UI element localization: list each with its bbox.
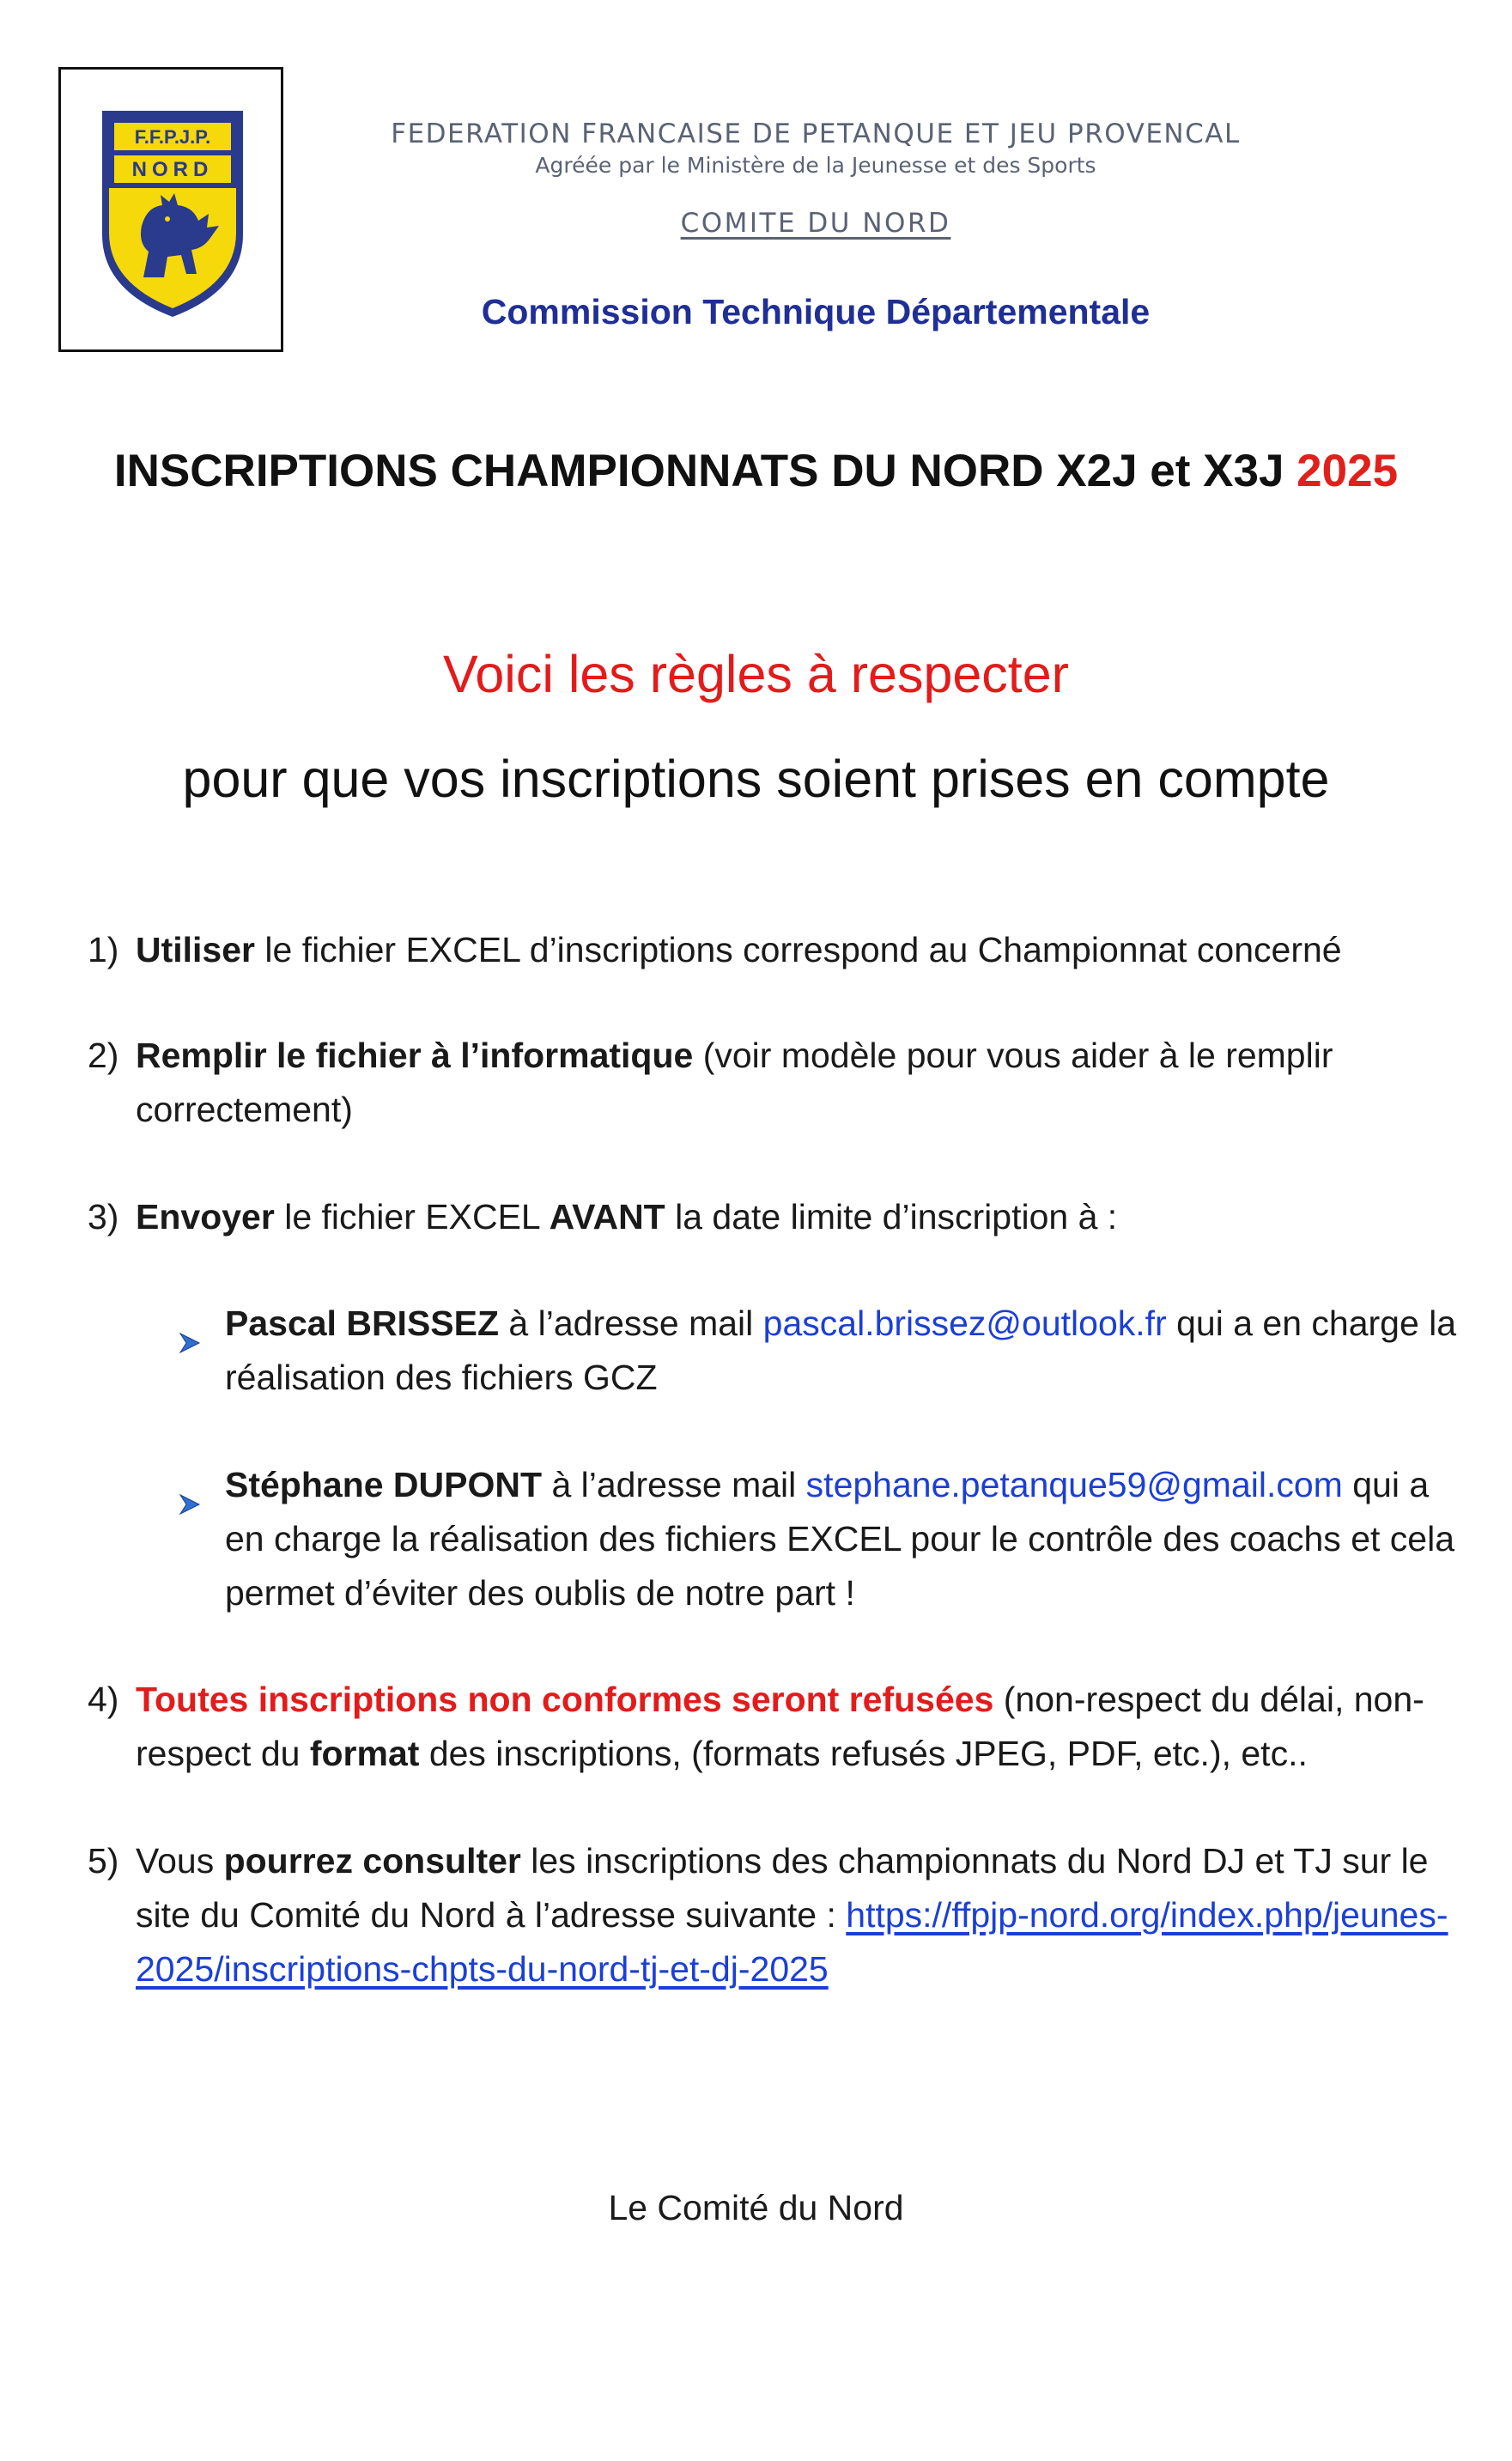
- agreement-line: Agréée par le Ministère de la Jeunesse et des Sports: [535, 153, 1096, 178]
- intro-line-1: Voici les règles à respecter: [443, 645, 1069, 703]
- page-title: [0, 445, 1512, 497]
- rule-number: 3): [88, 1197, 119, 1237]
- rule-bold: Envoyer: [136, 1197, 275, 1237]
- rule-text-end: des inscriptions, (formats refusés JPEG, PDF, etc.), etc..: [419, 1734, 1308, 1773]
- rule-bold: Utiliser: [136, 930, 255, 969]
- committee-name: COMITE DU NORD: [680, 208, 951, 239]
- rule-number: 1): [88, 930, 119, 969]
- contact-name: Pascal BRISSEZ: [225, 1303, 500, 1343]
- rule-1: [88, 923, 1461, 977]
- rule-text: (voir modèle pour vous aider à le remplir correctement): [136, 1036, 1333, 1129]
- contact-item-dupont: [179, 1458, 1466, 1620]
- rule-bold-format: format: [309, 1734, 420, 1773]
- email-link[interactable]: pascal.brissez@outlook.fr: [762, 1303, 1167, 1343]
- contact-post: qui a en charge la réalisation des fichiers EXCEL pour le contrôle des coachs et cela permet d’éviter des oublis de notre part !: [225, 1465, 1454, 1613]
- logo-text-top: F.F.P.J.P.: [134, 126, 211, 148]
- rule-2: [88, 1029, 1461, 1137]
- rule-pre: Vous: [136, 1841, 224, 1881]
- arrow-bullet-icon: [179, 1477, 201, 1531]
- rule-5: [88, 1834, 1461, 1996]
- title-year: 2025: [1296, 446, 1399, 496]
- contact-item-brissez: [179, 1297, 1466, 1405]
- rule-number: 4): [88, 1680, 119, 1719]
- rule-bold: pourrez consulter: [223, 1841, 521, 1881]
- contact-pre: à l’adresse mail: [499, 1303, 763, 1343]
- inscriptions-url-link[interactable]: https://ffpjp-nord.org/index.php/jeunes-2025/inscriptions-chpts-du-nord-tj-et-dj-2025: [136, 1895, 1448, 1989]
- contact-name: Stéphane DUPONT: [225, 1465, 543, 1504]
- email-link[interactable]: stephane.petanque59@gmail.com: [805, 1465, 1343, 1504]
- ffpjp-nord-shield-logo: [95, 106, 250, 320]
- rule-number: 5): [88, 1841, 119, 1881]
- contact-post: qui a en charge la réalisation des fichiers GCZ: [225, 1303, 1457, 1397]
- rule-text: le fichier EXCEL: [274, 1197, 550, 1237]
- intro-line-2: pour que vos inscriptions soient prises en compte: [182, 750, 1330, 808]
- rule-3: [88, 1190, 1461, 1244]
- logo-text-bottom: NORD: [131, 158, 214, 181]
- rule-text: (non-respect du délai, non-respect du: [136, 1680, 1424, 1773]
- rule-warning: Toutes inscriptions non conformes seront refusées: [136, 1680, 994, 1719]
- rule-number: 2): [88, 1036, 119, 1075]
- rule-text-end: la date limite d’inscription à :: [665, 1197, 1118, 1237]
- organization-name: FEDERATION FRANCAISE DE PETANQUE ET JEU PROVENCAL: [391, 118, 1241, 149]
- contact-pre: à l’adresse mail: [542, 1465, 806, 1504]
- rule-bold-avant: AVANT: [549, 1197, 665, 1237]
- rule-text: les inscriptions des championnats du Nord DJ et TJ sur le site du Comité du Nord à l’adresse suivante :: [136, 1841, 1429, 1935]
- signature: Le Comité du Nord: [608, 2188, 904, 2227]
- arrow-bullet-icon: [179, 1316, 201, 1370]
- rule-bold: Remplir le fichier à l’informatique: [136, 1036, 694, 1075]
- logo-frame: [58, 67, 283, 352]
- commission-name: Commission Technique Départementale: [481, 292, 1151, 331]
- title-text: INSCRIPTIONS CHAMPIONNATS DU NORD X2J et X3J: [113, 446, 1284, 496]
- rule-4: [88, 1673, 1461, 1781]
- rule-text: le fichier EXCEL d’inscriptions correspond au Championnat concerné: [255, 930, 1342, 969]
